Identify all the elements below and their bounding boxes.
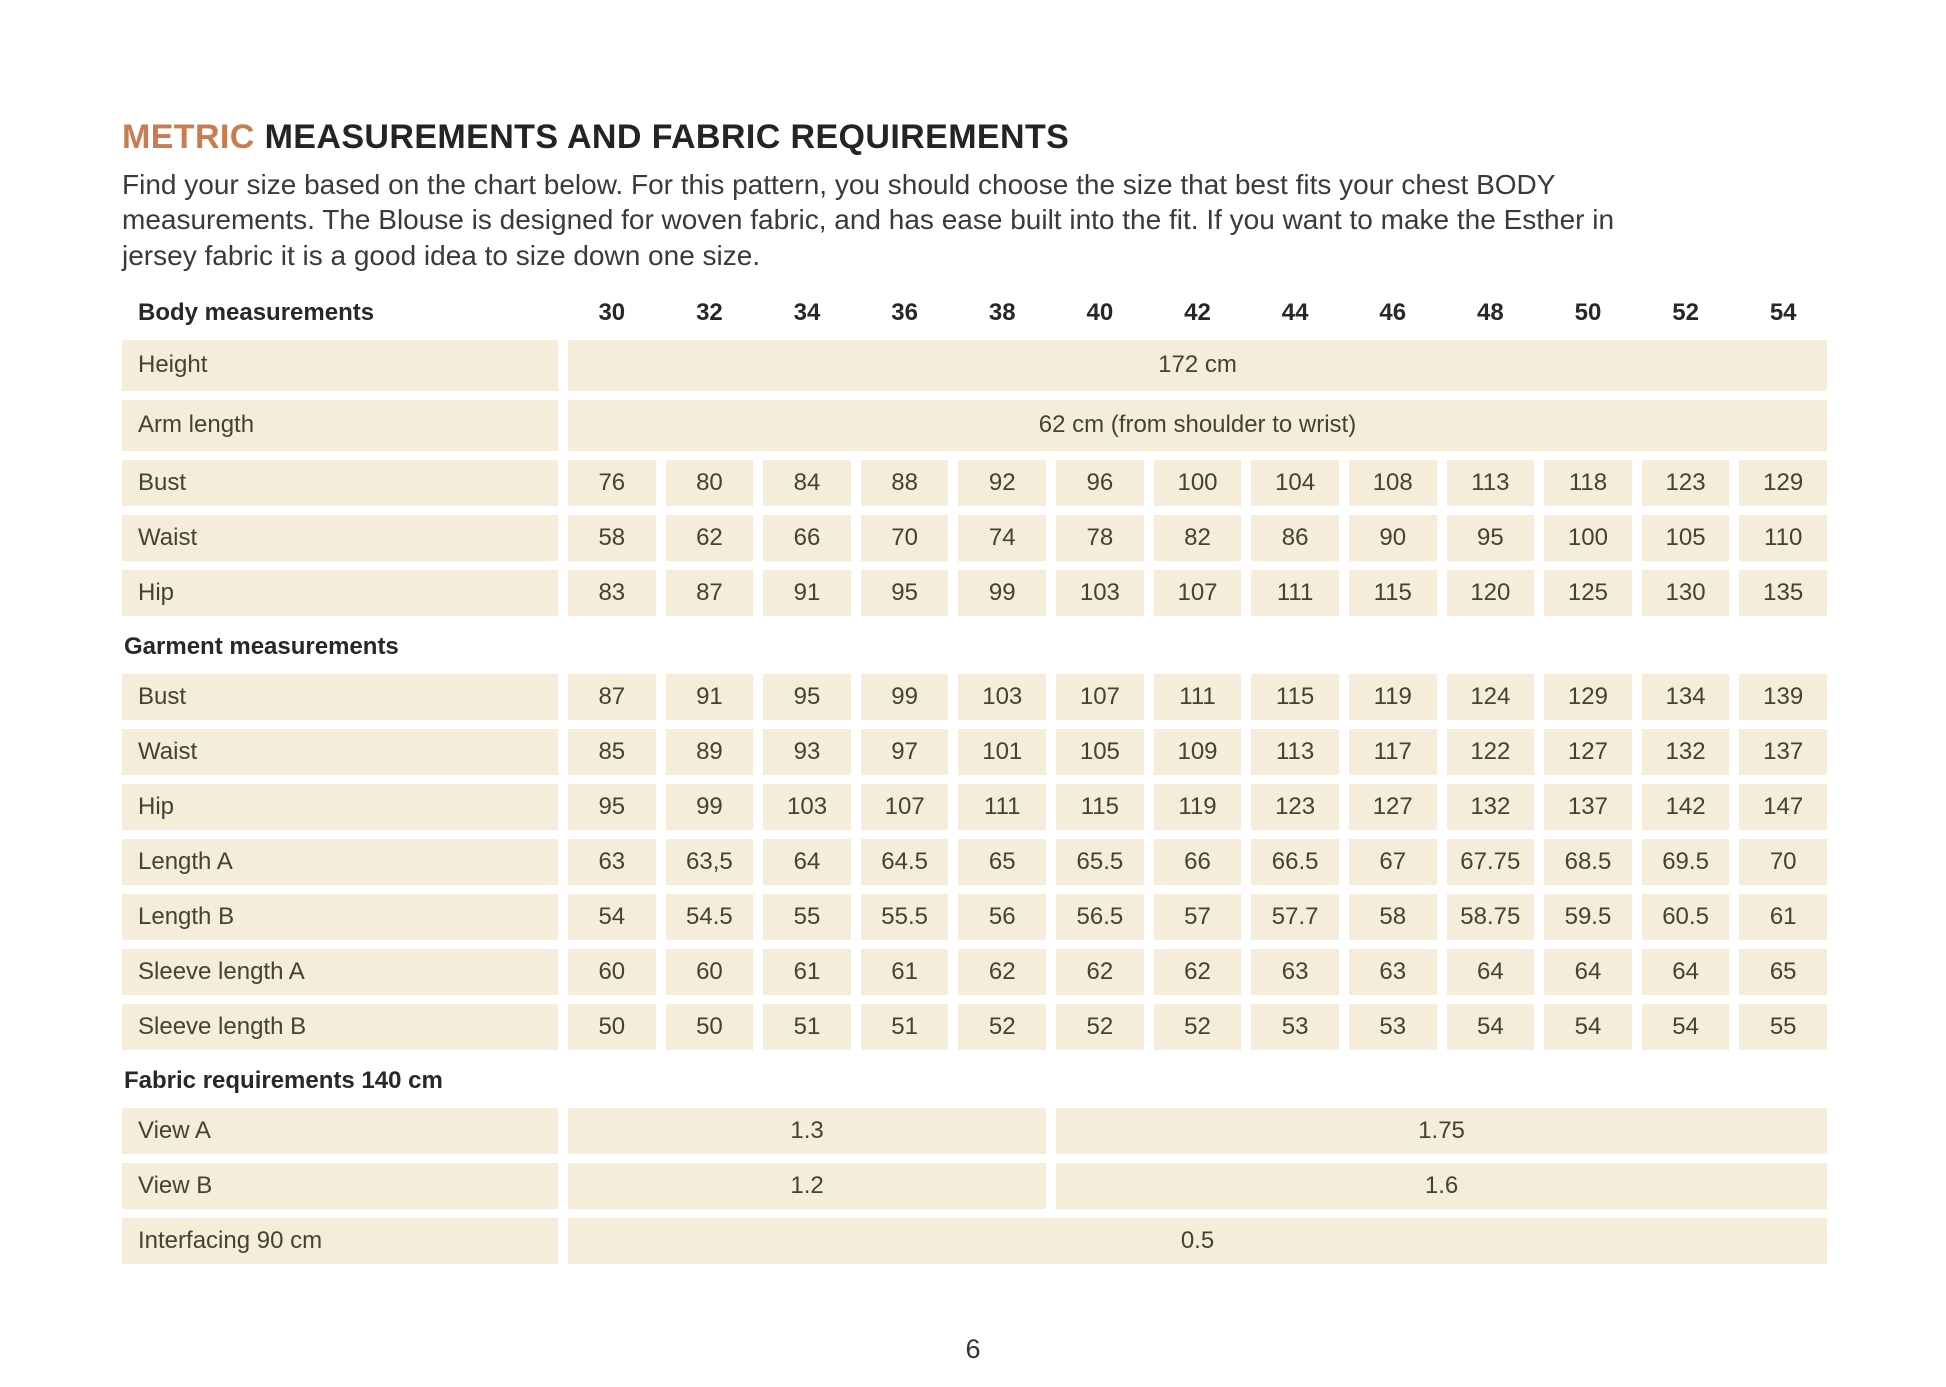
table-cell: 134 xyxy=(1642,674,1730,720)
table-cell: 57 xyxy=(1154,894,1242,940)
table-cell: 57.7 xyxy=(1251,894,1339,940)
table-cell: 60 xyxy=(568,949,656,995)
table-cell: 85 xyxy=(568,729,656,775)
table-cell: 52 xyxy=(958,1004,1046,1050)
table-cell: 137 xyxy=(1739,729,1827,775)
table-cell: 61 xyxy=(861,949,949,995)
table-cell: 66 xyxy=(763,515,851,561)
table-cell: 107 xyxy=(861,784,949,830)
size-column-header: 46 xyxy=(1379,298,1407,326)
intro-line: jersey fabric it is a good idea to size down one size. xyxy=(122,239,761,271)
size-column-header: 32 xyxy=(696,298,723,326)
table-cell: 135 xyxy=(1739,570,1827,616)
size-column-header: 54 xyxy=(1769,298,1797,326)
row-label: Sleeve length A xyxy=(122,949,558,995)
table-row xyxy=(122,340,1827,391)
table-cell: 64.5 xyxy=(861,839,949,885)
table-cell: 124 xyxy=(1447,674,1535,720)
page-title-rest: MEASUREMENTS AND FABRIC REQUIREMENTS xyxy=(254,118,1070,156)
table-row xyxy=(122,949,1827,995)
table-row xyxy=(122,1004,1827,1050)
table-row xyxy=(122,400,1827,451)
table-cell: 130 xyxy=(1642,570,1730,616)
table-cell: 122 xyxy=(1447,729,1535,775)
table-cell: 58 xyxy=(568,515,656,561)
table-cell: 132 xyxy=(1642,729,1730,775)
row-label: View B xyxy=(122,1163,558,1209)
table-cell: 95 xyxy=(861,570,949,616)
table-cell: 50 xyxy=(568,1004,656,1050)
table-cell: 92 xyxy=(958,460,1046,506)
page-title-accent: METRIC xyxy=(122,118,255,156)
table-cell: 123 xyxy=(1642,460,1730,506)
table-cell: 63,5 xyxy=(666,839,754,885)
table-cell: 64 xyxy=(1642,949,1730,995)
table-cell: 115 xyxy=(1251,674,1339,720)
table-cell: 65 xyxy=(1739,949,1827,995)
table-cell: 99 xyxy=(666,784,754,830)
table-cell: 96 xyxy=(1056,460,1144,506)
table-header-label: Body measurements xyxy=(138,298,375,326)
table-cell: 53 xyxy=(1349,1004,1437,1050)
table-cell: 54 xyxy=(1544,1004,1632,1050)
table-cell: 55.5 xyxy=(861,894,949,940)
row-label: Waist xyxy=(122,729,558,775)
table-cell: 64 xyxy=(1447,949,1535,995)
row-label: Sleeve length B xyxy=(122,1004,558,1050)
table-cell: 127 xyxy=(1349,784,1437,830)
table-cell: 51 xyxy=(861,1004,949,1050)
table-cell: 125 xyxy=(1544,570,1632,616)
table-cell: 84 xyxy=(763,460,851,506)
table-cell: 65 xyxy=(958,839,1046,885)
page-title xyxy=(122,118,1946,157)
table-cell: 63 xyxy=(1349,949,1437,995)
size-column-header: 30 xyxy=(598,298,626,326)
table-cell: 62 xyxy=(666,515,754,561)
merged-cell: 1.75 xyxy=(1056,1108,1827,1154)
table-cell: 115 xyxy=(1056,784,1144,830)
merged-cell: 1.6 xyxy=(1056,1163,1827,1209)
table-cell: 64 xyxy=(1544,949,1632,995)
size-column-header: 52 xyxy=(1672,298,1699,326)
row-label: Height xyxy=(122,340,558,391)
table-cell: 87 xyxy=(666,570,754,616)
size-column-header: 36 xyxy=(891,298,918,326)
merged-cell: 1.3 xyxy=(568,1108,1046,1154)
table-cell: 63 xyxy=(1251,949,1339,995)
table-cell: 62 xyxy=(1056,949,1144,995)
table-cell: 67.75 xyxy=(1447,839,1535,885)
table-cell: 117 xyxy=(1349,729,1437,775)
table-row xyxy=(122,784,1827,830)
table-cell: 87 xyxy=(568,674,656,720)
page-number: 6 xyxy=(965,1334,981,1364)
table-cell: 56 xyxy=(958,894,1046,940)
row-label: Bust xyxy=(122,674,558,720)
merged-cell: 62 cm (from shoulder to wrist) xyxy=(568,400,1827,451)
table-cell: 108 xyxy=(1349,460,1437,506)
row-label: Waist xyxy=(122,515,558,561)
table-cell: 60 xyxy=(666,949,754,995)
table-row xyxy=(122,674,1827,720)
table-cell: 62 xyxy=(958,949,1046,995)
table-cell: 55 xyxy=(1739,1004,1827,1050)
merged-cell: 172 cm xyxy=(568,340,1827,391)
table-cell: 111 xyxy=(1154,674,1242,720)
table-cell: 65.5 xyxy=(1056,839,1144,885)
table-cell: 54 xyxy=(1642,1004,1730,1050)
table-cell: 120 xyxy=(1447,570,1535,616)
table-cell: 123 xyxy=(1251,784,1339,830)
table-row xyxy=(122,460,1827,506)
table-cell: 105 xyxy=(1642,515,1730,561)
table-row xyxy=(122,515,1827,561)
table-cell: 100 xyxy=(1154,460,1242,506)
table-cell: 129 xyxy=(1739,460,1827,506)
table-cell: 127 xyxy=(1544,729,1632,775)
table-cell: 63 xyxy=(568,839,656,885)
row-label: Hip xyxy=(122,784,558,830)
table-cell: 95 xyxy=(763,674,851,720)
table-cell: 99 xyxy=(958,570,1046,616)
table-cell: 89 xyxy=(666,729,754,775)
size-column-header: 50 xyxy=(1574,298,1602,326)
table-cell: 115 xyxy=(1349,570,1437,616)
table-cell: 142 xyxy=(1642,784,1730,830)
table-cell: 55 xyxy=(763,894,851,940)
row-label: Interfacing 90 cm xyxy=(122,1218,558,1264)
table-cell: 103 xyxy=(763,784,851,830)
row-label: Bust xyxy=(122,460,558,506)
table-cell: 95 xyxy=(568,784,656,830)
table-cell: 129 xyxy=(1544,674,1632,720)
section-title: Fabric requirements 140 cm xyxy=(124,1066,443,1094)
row-label: View A xyxy=(122,1108,558,1154)
table-cell: 70 xyxy=(861,515,949,561)
table-cell: 70 xyxy=(1739,839,1827,885)
table-row xyxy=(122,1108,1827,1154)
table-cell: 91 xyxy=(763,570,851,616)
table-cell: 78 xyxy=(1056,515,1144,561)
table-cell: 113 xyxy=(1447,460,1535,506)
table-cell: 118 xyxy=(1544,460,1632,506)
table-cell: 103 xyxy=(1056,570,1144,616)
table-cell: 132 xyxy=(1447,784,1535,830)
table-cell: 97 xyxy=(861,729,949,775)
table-cell: 68.5 xyxy=(1544,839,1632,885)
table-cell: 113 xyxy=(1251,729,1339,775)
table-cell: 66.5 xyxy=(1251,839,1339,885)
table-cell: 139 xyxy=(1739,674,1827,720)
table-cell: 137 xyxy=(1544,784,1632,830)
merged-cell: 1.2 xyxy=(568,1163,1046,1209)
table-cell: 107 xyxy=(1154,570,1242,616)
table-cell: 111 xyxy=(1251,570,1339,616)
table-cell: 58.75 xyxy=(1447,894,1535,940)
table-cell: 82 xyxy=(1154,515,1242,561)
size-column-header: 48 xyxy=(1476,298,1504,326)
table-cell: 64 xyxy=(763,839,851,885)
table-cell: 66 xyxy=(1154,839,1242,885)
table-cell: 93 xyxy=(763,729,851,775)
table-cell: 67 xyxy=(1349,839,1437,885)
table-cell: 80 xyxy=(666,460,754,506)
size-column-header: 42 xyxy=(1184,298,1211,326)
table-cell: 54 xyxy=(1447,1004,1535,1050)
size-chart-table xyxy=(122,299,1827,1264)
table-cell: 95 xyxy=(1447,515,1535,561)
table-cell: 103 xyxy=(958,674,1046,720)
table-cell: 100 xyxy=(1544,515,1632,561)
table-row xyxy=(122,729,1827,775)
size-column-header: 38 xyxy=(988,298,1016,326)
merged-cell: 0.5 xyxy=(568,1218,1827,1264)
table-cell: 104 xyxy=(1251,460,1339,506)
table-cell: 119 xyxy=(1154,784,1242,830)
table-row xyxy=(122,1163,1827,1209)
table-header-row xyxy=(122,299,1827,327)
table-cell: 62 xyxy=(1154,949,1242,995)
table-row xyxy=(122,570,1827,616)
table-cell: 54 xyxy=(568,894,656,940)
table-row xyxy=(122,1218,1827,1264)
table-cell: 86 xyxy=(1251,515,1339,561)
intro-line: Find your size based on the chart below. For this pattern, you should choose the size that best fits your chest BODY xyxy=(122,169,1556,200)
table-cell: 119 xyxy=(1349,674,1437,720)
section-title: Garment measurements xyxy=(124,632,399,660)
table-cell: 147 xyxy=(1739,784,1827,830)
size-column-header: 40 xyxy=(1086,298,1114,326)
table-cell: 91 xyxy=(666,674,754,720)
table-row xyxy=(122,839,1827,885)
size-column-header: 34 xyxy=(793,298,821,326)
table-cell: 53 xyxy=(1251,1004,1339,1050)
table-cell: 58 xyxy=(1349,894,1437,940)
row-label: Length B xyxy=(122,894,558,940)
table-cell: 76 xyxy=(568,460,656,506)
table-cell: 111 xyxy=(958,784,1046,830)
table-cell: 59.5 xyxy=(1544,894,1632,940)
table-cell: 61 xyxy=(763,949,851,995)
row-label: Length A xyxy=(122,839,558,885)
table-cell: 99 xyxy=(861,674,949,720)
table-cell: 90 xyxy=(1349,515,1437,561)
table-cell: 109 xyxy=(1154,729,1242,775)
table-cell: 50 xyxy=(666,1004,754,1050)
table-cell: 107 xyxy=(1056,674,1144,720)
table-cell: 74 xyxy=(958,515,1046,561)
row-label: Arm length xyxy=(122,400,558,451)
table-cell: 52 xyxy=(1154,1004,1242,1050)
table-row xyxy=(122,894,1827,940)
table-cell: 51 xyxy=(763,1004,851,1050)
table-cell: 69.5 xyxy=(1642,839,1730,885)
size-column-header: 44 xyxy=(1281,298,1309,326)
intro-line: measurements. The Blouse is designed for woven fabric, and has ease built into the fit. If you want to make the Esther in xyxy=(122,204,1615,236)
table-cell: 88 xyxy=(861,460,949,506)
table-cell: 60.5 xyxy=(1642,894,1730,940)
table-cell: 101 xyxy=(958,729,1046,775)
table-cell: 105 xyxy=(1056,729,1144,775)
table-cell: 61 xyxy=(1739,894,1827,940)
table-cell: 56.5 xyxy=(1056,894,1144,940)
table-cell: 52 xyxy=(1056,1004,1144,1050)
table-cell: 54.5 xyxy=(666,894,754,940)
intro-paragraph xyxy=(122,167,1822,273)
table-cell: 83 xyxy=(568,570,656,616)
row-label: Hip xyxy=(122,570,558,616)
table-cell: 110 xyxy=(1739,515,1827,561)
